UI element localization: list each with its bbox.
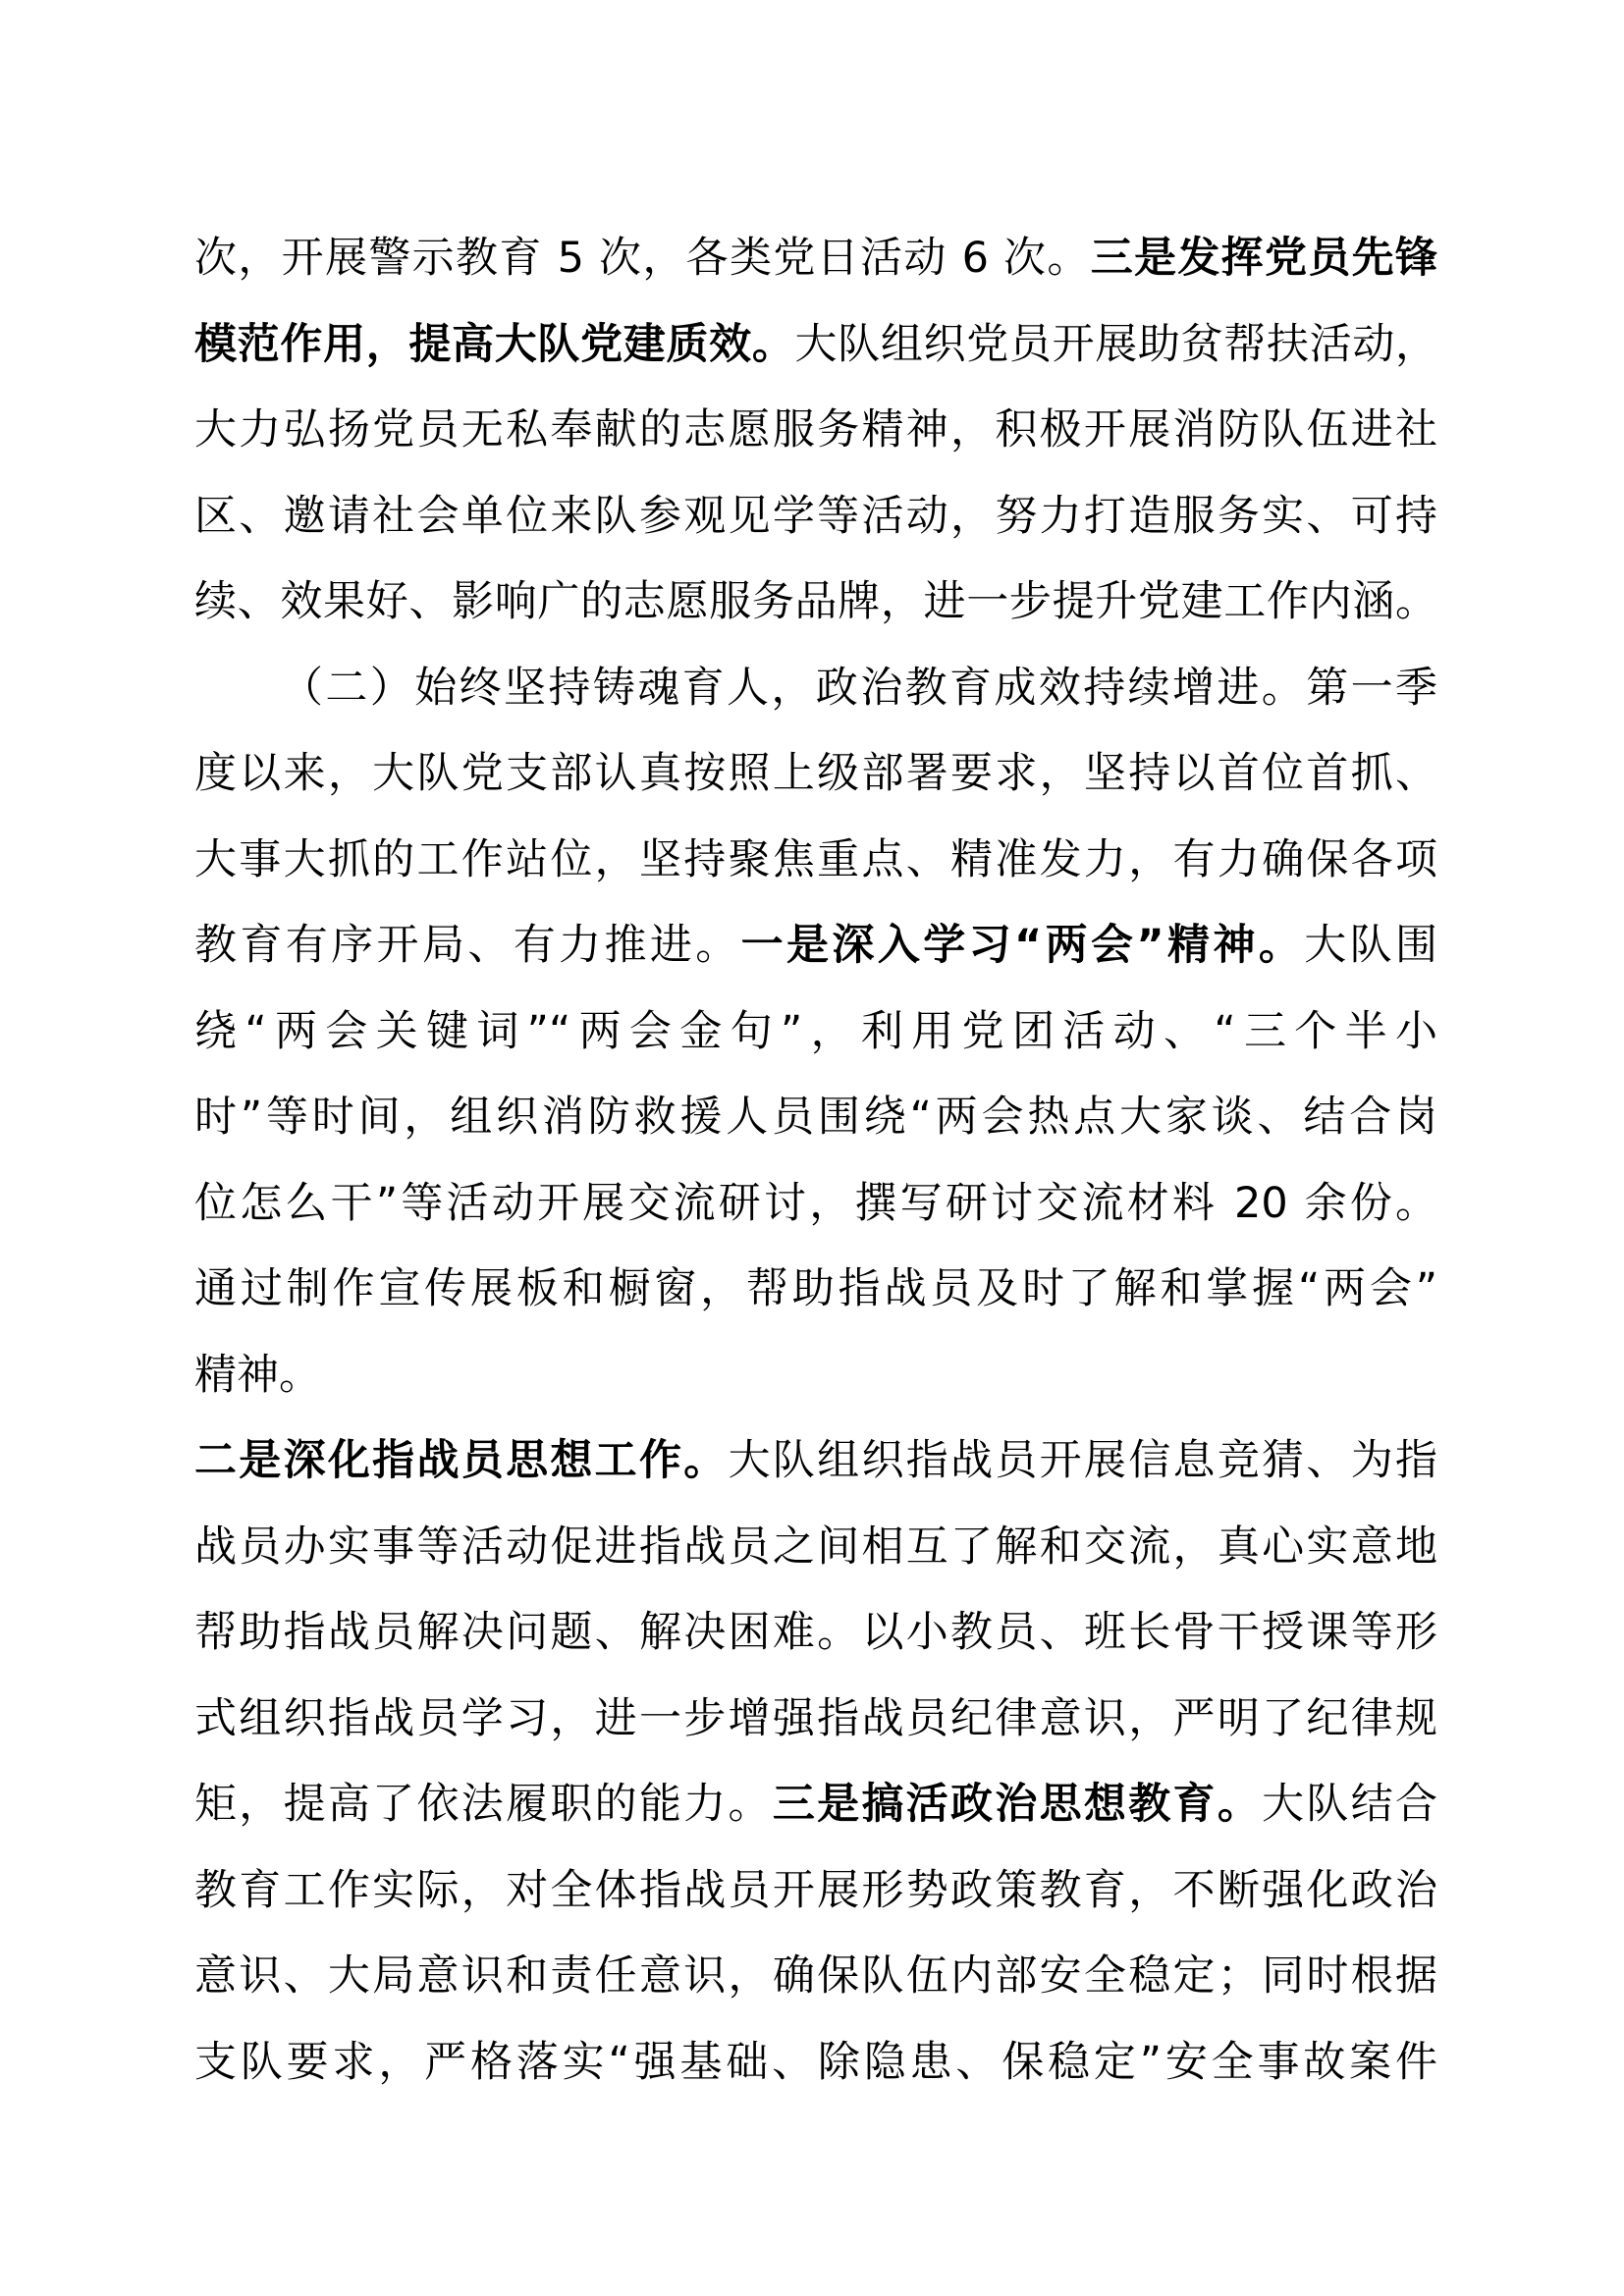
text-line [194, 474, 1437, 561]
body-text: 通过制作宣传展板和橱窗，帮助指战员及时了解和掌握“两会” [194, 1264, 1437, 1313]
text-line [194, 903, 1437, 989]
text-line [194, 1418, 1437, 1505]
body-text: 矩，提高了依法履职的能力。 [194, 1780, 773, 1829]
bold-heading-text: 三是搞活政治思想教育。 [772, 1780, 1263, 1829]
body-text: （二）始终坚持铸魂育人，政治教育成效持续增进。第一季 [281, 663, 1437, 713]
body-text: 意识、大局意识和责任意识，确保队伍内部安全稳定；同时根据 [194, 1951, 1437, 2001]
body-text: 时”等时间，组织消防救援人员围绕“两会热点大家谈、结合岗 [194, 1093, 1437, 1142]
body-text: 绕“两会关键词”“两会金句”，利用党团活动、“三个半小 [194, 1006, 1437, 1056]
body-text: 大力弘扬党员无私奉献的志愿服务精神，积极开展消防队伍进社 [194, 405, 1437, 454]
text-line [194, 646, 1437, 732]
body-text: 次，开展警示教育 5 次，各类党日活动 6 次。 [194, 234, 1091, 283]
text-line [194, 1762, 1437, 1848]
text-line [194, 1505, 1437, 1591]
text-line [194, 1590, 1437, 1677]
text-line [194, 1247, 1437, 1333]
text-line [194, 1934, 1437, 2020]
text-line [194, 302, 1437, 389]
text-line [194, 388, 1437, 474]
bold-heading-text: 三是发挥党员先锋 [1090, 234, 1438, 283]
body-text: 教育有序开局、有力推进。 [194, 921, 741, 970]
text-line [194, 989, 1437, 1076]
body-text: 支队要求，严格落实“强基础、除隐患、保稳定”安全事故案件 [194, 2037, 1437, 2087]
body-text: 教育工作实际，对全体指战员开展形势政策教育，不断强化政治 [194, 1865, 1437, 1915]
body-text: 式组织指战员学习，进一步增强指战员纪律意识，严明了纪律规 [194, 1693, 1437, 1743]
text-line [194, 216, 1437, 302]
body-text: 战员办实事等活动促进指战员之间相互了解和交流，真心实意地 [194, 1522, 1437, 1572]
text-line [194, 2020, 1437, 2107]
text-line [194, 560, 1437, 646]
body-text: 度以来，大队党支部认真按照上级部署要求，坚持以首位首抓、 [194, 749, 1437, 798]
text-line [194, 1161, 1437, 1248]
body-text: 大队组织党员开展助贫帮扶活动， [794, 319, 1437, 369]
text-line [194, 731, 1437, 818]
body-text: 续、效果好、影响广的志愿服务品牌，进一步提升党建工作内涵。 [194, 577, 1437, 626]
text-line [194, 1333, 1437, 1419]
body-text: 大事大抓的工作站位，坚持聚焦重点、精准发力，有力确保各项 [194, 834, 1437, 884]
bold-heading-text: 模范作用，提高大队党建质效。 [194, 319, 795, 369]
text-line [194, 1075, 1437, 1161]
body-text: 位怎么干”等活动开展交流研讨，撰写研讨交流材料 20 余份。 [194, 1178, 1437, 1228]
body-text: 大队围 [1304, 921, 1437, 970]
body-text: 区、邀请社会单位来队参观见学等活动，努力打造服务实、可持 [194, 491, 1437, 541]
body-text: 精神。 [194, 1350, 321, 1400]
text-line [194, 1677, 1437, 1763]
text-line [194, 1848, 1437, 1935]
document-page [194, 216, 1437, 2106]
bold-heading-text: 一是深入学习“两会”精神。 [740, 921, 1305, 970]
body-text: 大队结合 [1262, 1780, 1438, 1829]
text-line [194, 818, 1437, 904]
bold-heading-text: 二是深化指战员思想工作。 [194, 1436, 729, 1485]
body-text: 大队组织指战员开展信息竞猜、为指 [728, 1436, 1438, 1485]
body-text: 帮助指战员解决问题、解决困难。以小教员、班长骨干授课等形 [194, 1608, 1437, 1657]
